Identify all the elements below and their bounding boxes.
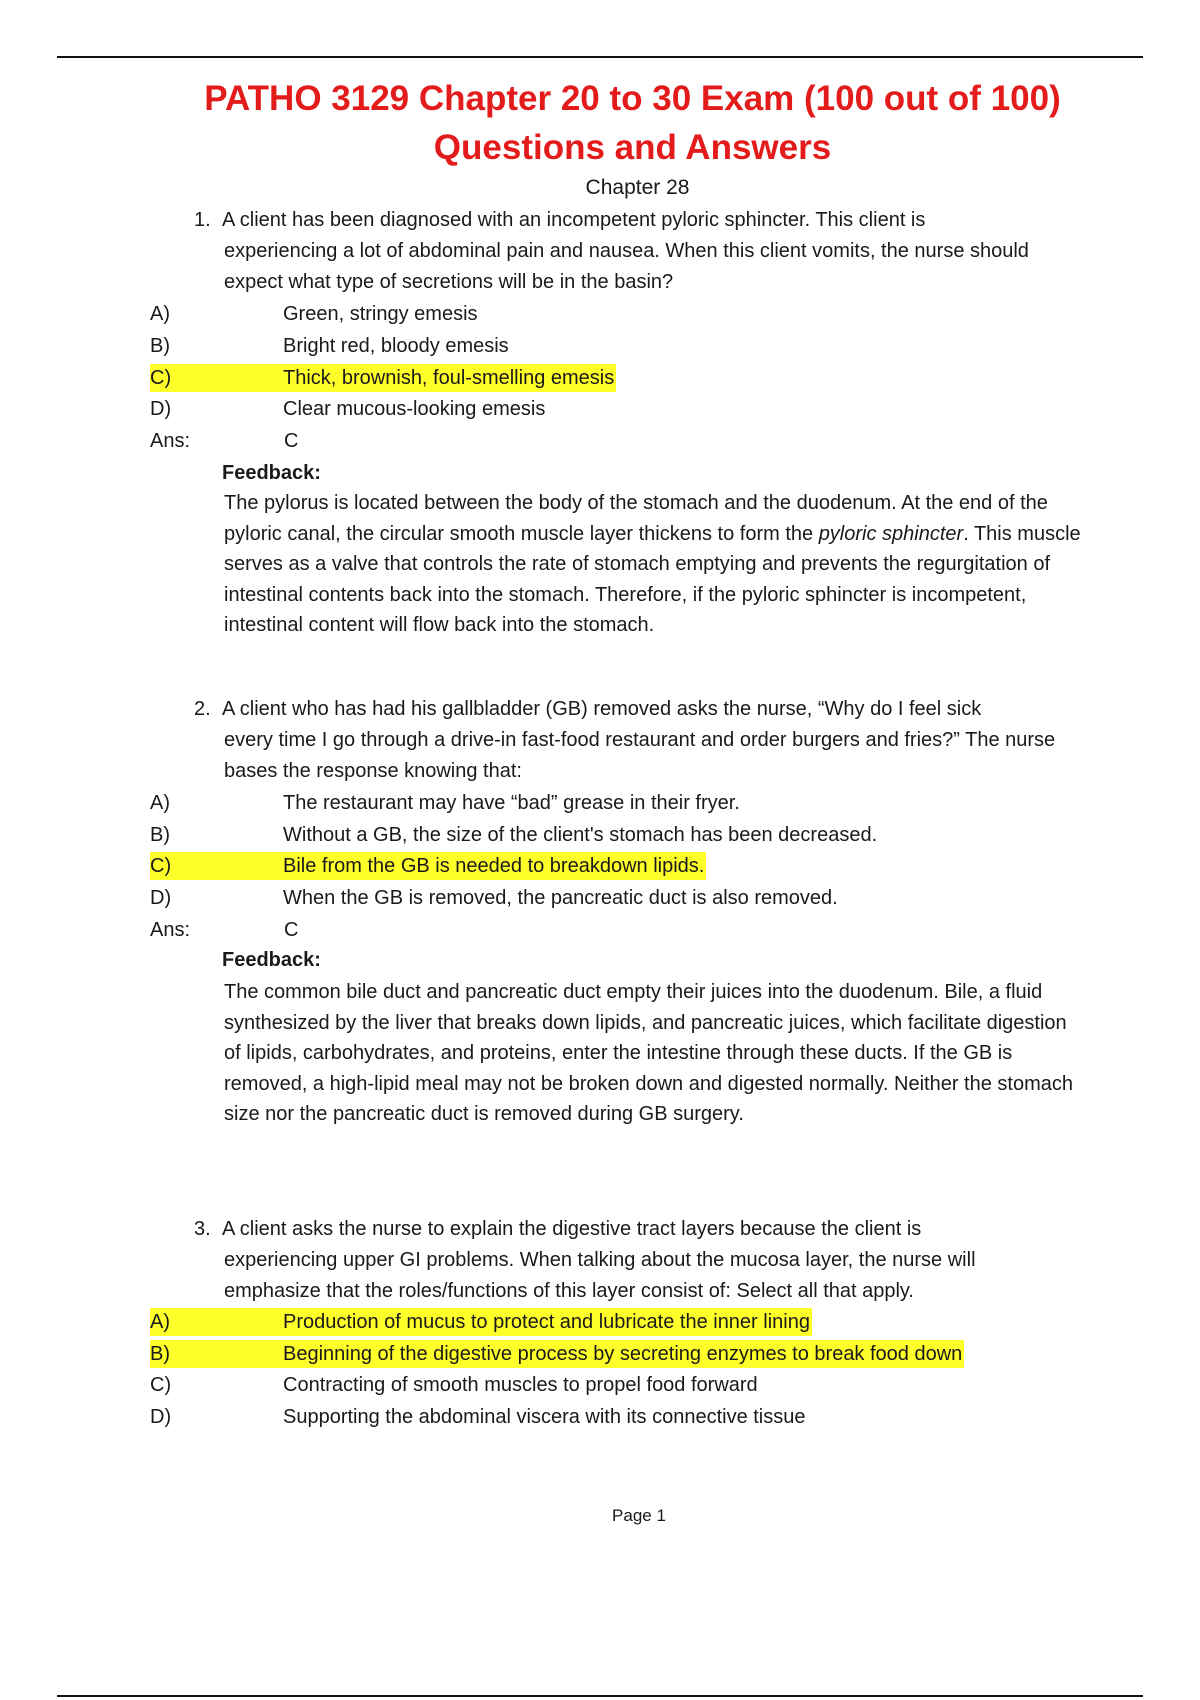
- question-2-answer: Ans: C: [150, 919, 299, 941]
- question-3-stem: [194, 1214, 1064, 1307]
- question-1-option-d: D) Clear mucous-looking emesis: [150, 398, 546, 420]
- question-3-option-a-highlighted: A) Production of mucus to protect and lubricate the inner lining: [150, 1308, 812, 1336]
- question-2-option-a: A) The restaurant may have “bad” grease in their fryer.: [150, 792, 740, 814]
- question-2-option-b: B) Without a GB, the size of the client's stomach has been decreased.: [150, 824, 878, 846]
- question-3-option-b-highlighted: B) Beginning of the digestive process by secreting enzymes to break food down: [150, 1340, 964, 1368]
- question-1-feedback-heading: Feedback:: [222, 462, 321, 484]
- page-number: Page 1: [612, 1506, 666, 1525]
- bottom-rule: [57, 1695, 1143, 1697]
- question-1-option-c-highlighted: C) Thick, brownish, foul-smelling emesis: [150, 364, 616, 392]
- title-line-2: Questions and Answers: [433, 128, 832, 167]
- chapter-heading: Chapter 28: [585, 176, 690, 199]
- question-1-option-b: B) Bright red, bloody emesis: [150, 335, 509, 357]
- question-1-feedback: The pylorus is located between the body of the stomach and the duodenum. At the end of the pyloric canal, the circular smooth muscle layer thickens to form the pyloric sphincter. This muscle serves as a valve that controls the rate of stomach emptying and prevents the regurgitation of intestinal contents back into the stomach. Therefore, if the pyloric sphincter is incompetent, intestinal content will flow back into the stomach.: [224, 492, 1081, 636]
- question-2-feedback-heading: Feedback:: [222, 949, 321, 971]
- question-2-number: 2.: [194, 698, 211, 720]
- question-1-option-a: A) Green, stringy emesis: [150, 303, 478, 325]
- question-1-stem: [194, 205, 1064, 298]
- question-3-stem-rest: experiencing upper GI problems. When talking about the mucosa layer, the nurse will emphasize that the roles/functions of this layer consist of: Select all that apply.: [224, 1249, 976, 1302]
- question-1-answer: Ans: C: [150, 430, 299, 452]
- question-2-option-c-highlighted: C) Bile from the GB is needed to breakdown lipids.: [150, 852, 706, 880]
- page-title: [0, 74, 1200, 172]
- question-2-stem-rest: every time I go through a drive-in fast-food restaurant and order burgers and fries?” The nurse bases the response knowing that:: [224, 729, 1056, 782]
- question-3-number: 3.: [194, 1218, 211, 1240]
- question-1-stem-line-1: A client has been diagnosed with an incompetent pyloric sphincter. This client is: [222, 209, 926, 231]
- question-2-stem-line-1: A client who has had his gallbladder (GB) removed asks the nurse, “Why do I feel sick: [222, 698, 982, 720]
- question-3-option-d: D) Supporting the abdominal viscera with its connective tissue: [150, 1406, 806, 1428]
- question-3-option-c: C) Contracting of smooth muscles to propel food forward: [150, 1374, 758, 1396]
- question-2-option-d: D) When the GB is removed, the pancreatic duct is also removed.: [150, 887, 838, 909]
- top-rule: [57, 56, 1143, 58]
- question-1-number: 1.: [194, 209, 211, 231]
- question-2-stem: [194, 694, 1064, 787]
- question-2-feedback: The common bile duct and pancreatic duct empty their juices into the duodenum. Bile, a fluid synthesized by the liver that breaks down lipids, and pancreatic juices, which facilitate digestion of lipids, carbohydrates, and proteins, enter the intestine through these ducts. If the GB is removed, a high-lipid meal may not be broken down and digested normally. Neither the stomach size nor the pancreatic duct is removed during GB surgery.: [224, 981, 1073, 1125]
- question-3-stem-line-1: A client asks the nurse to explain the digestive tract layers because the client is: [222, 1218, 922, 1240]
- question-1-stem-rest: experiencing a lot of abdominal pain and nausea. When this client vomits, the nurse should expect what type of secretions will be in the basin?: [224, 240, 1029, 293]
- title-line-1: PATHO 3129 Chapter 20 to 30 Exam (100 out of 100): [204, 79, 1061, 118]
